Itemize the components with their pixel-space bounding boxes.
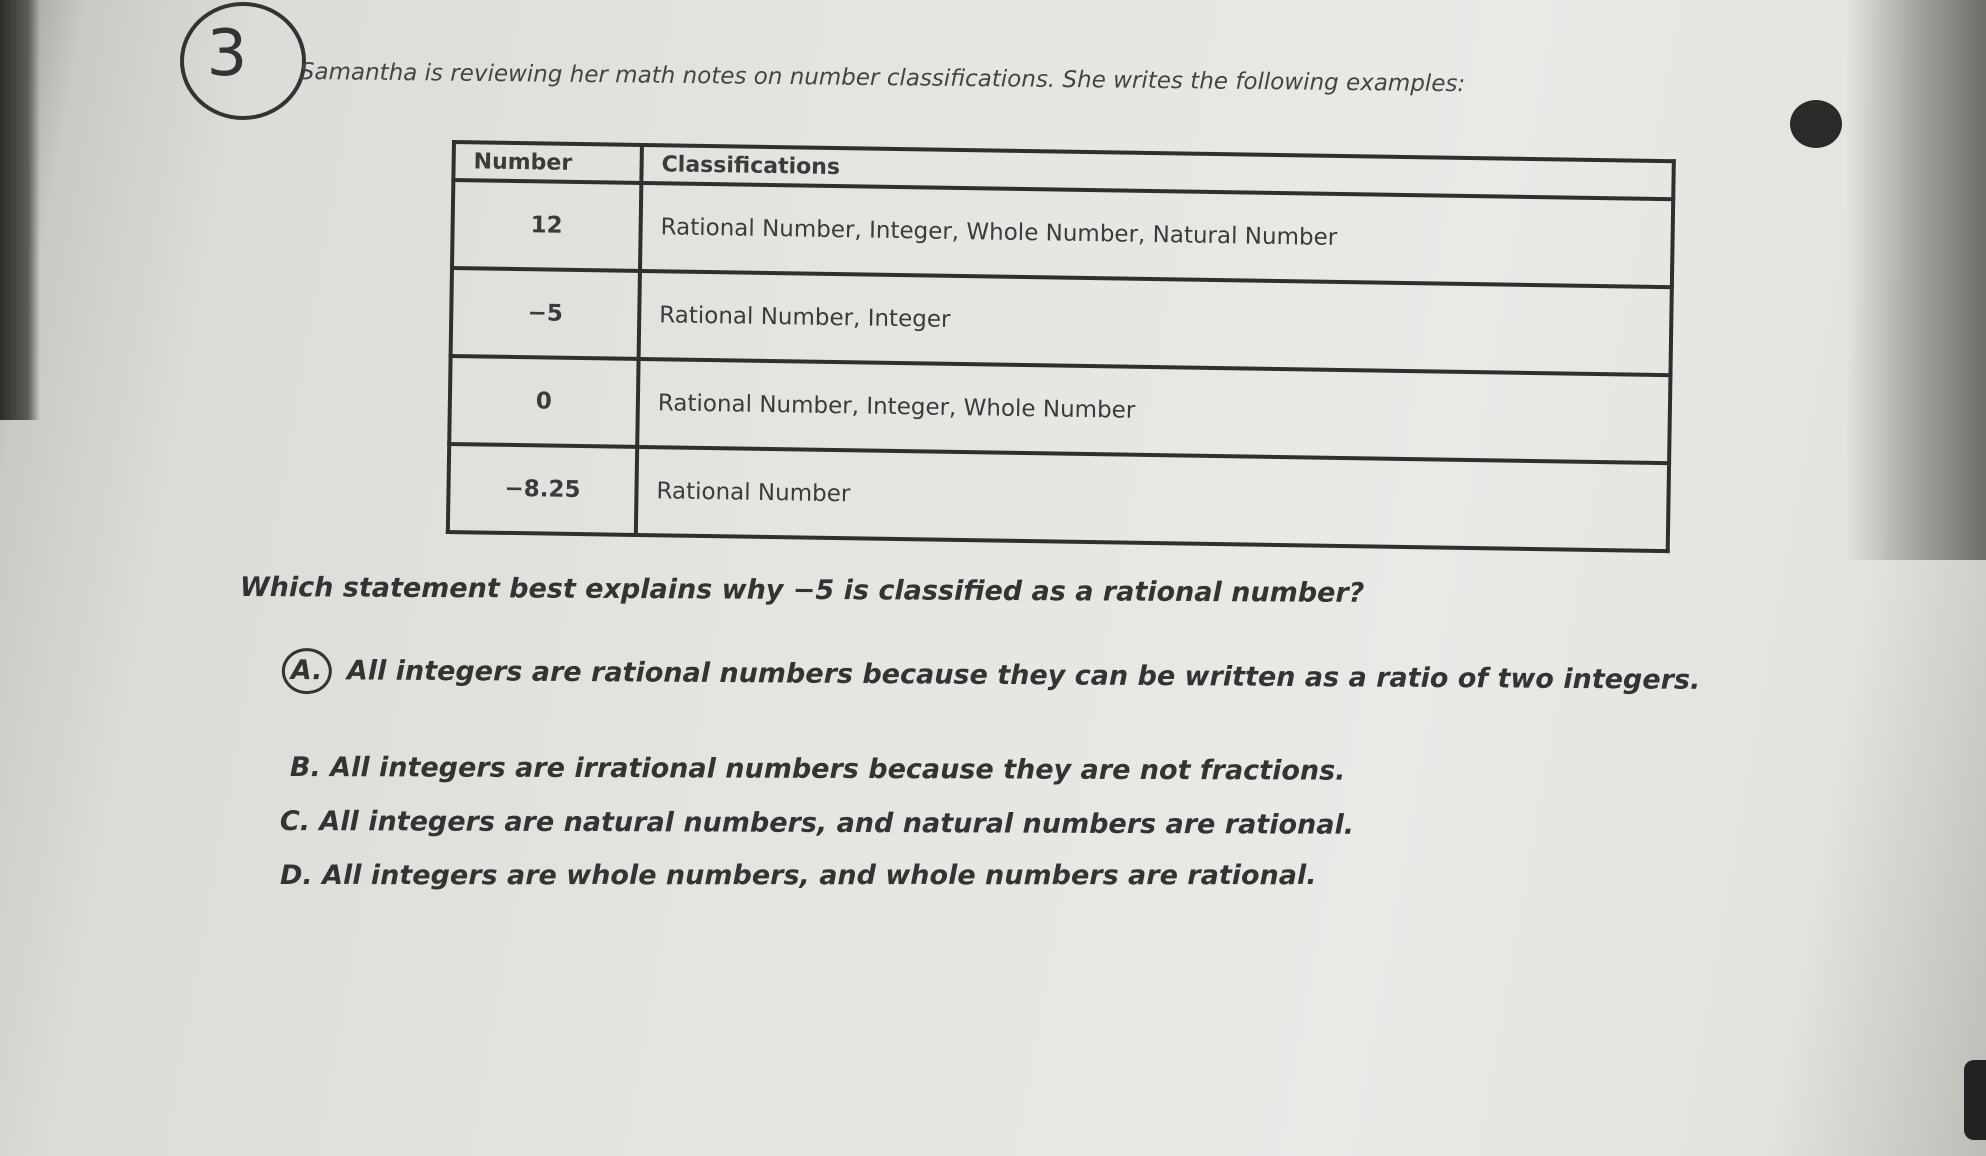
option-c [280,806,1780,842]
cell-number: −8.25 [448,444,637,535]
option-c-text: All integers are natural numbers, and natural numbers are rational. [319,806,1355,841]
option-a [290,648,1740,704]
header-number: Number [453,142,642,183]
option-b-letter: B. [289,752,321,784]
cell-classification: Rational Number, Integer, Whole Number, Natural Number [640,183,1673,287]
option-b [290,752,1790,788]
cell-classification: Rational Number [636,447,1669,551]
table-row [448,444,1669,551]
classification-table [446,140,1676,553]
option-c-letter: C. [279,806,311,838]
option-d-text: All integers are whole numbers, and whole numbers are rational. [322,860,1317,891]
question-intro: Samantha is reviewing her math notes on number classifications. She writes the following examples: [299,58,1466,98]
option-a-letter-circled: A. [282,648,332,694]
cell-number: 12 [452,180,641,271]
question-number-circle [180,2,306,120]
punch-hole [1790,100,1842,148]
cell-number: 0 [449,356,638,447]
cell-classification: Rational Number, Integer, Whole Number [637,359,1670,463]
binder-clip-edge [1964,1060,1986,1140]
option-b-text: All integers are irrational numbers because they are not fractions. [330,752,1346,787]
cell-number: −5 [451,268,640,359]
option-d [280,860,1780,891]
question-number: 3 [206,17,248,91]
option-a-text: All integers are rational numbers because they can be written as a ratio of two integers. [346,655,1701,696]
question-text: Which statement best explains why −5 is classified as a rational number? [239,572,1365,609]
header-classifications: Classifications [641,145,1673,199]
cell-classification: Rational Number, Integer [639,271,1672,375]
option-d-letter: D. [280,860,313,891]
